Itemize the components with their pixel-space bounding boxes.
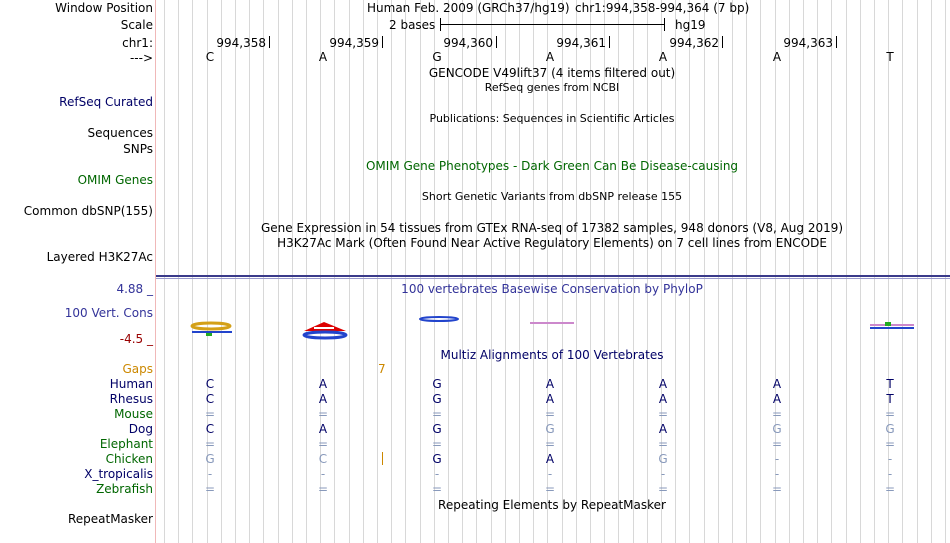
grid-line: [732, 0, 733, 543]
grid-line: [448, 0, 449, 543]
alignment-base: G: [772, 422, 782, 436]
scale-text: 2 bases: [389, 18, 436, 32]
alignment-base: A: [318, 377, 328, 391]
grid-line: [462, 0, 463, 543]
alignment-base: A: [545, 452, 555, 466]
position-text: chr1:994,358-994,364 (7 bp): [575, 1, 750, 15]
position-tick: [382, 36, 383, 48]
alignment-base: -: [887, 452, 893, 466]
logo-a: [304, 322, 346, 338]
grid-line: [633, 0, 634, 543]
grid-line: [945, 0, 946, 543]
grid-line: [235, 0, 236, 543]
position-tick: [496, 36, 497, 48]
alignment-base: A: [658, 377, 668, 391]
alignment-base: C: [205, 392, 215, 406]
grid-line: [405, 0, 406, 543]
species-label[interactable]: Chicken: [105, 452, 153, 466]
reference-base: A: [545, 50, 555, 64]
species-label[interactable]: X_tropicalis: [84, 467, 153, 481]
dbsnp-title: Short Genetic Variants from dbSNP release 155: [421, 190, 683, 203]
position-label: 994,359: [329, 36, 379, 50]
grid-line: [917, 0, 918, 543]
scale-bar: [440, 24, 665, 25]
grid-line: [817, 0, 818, 543]
alignment-base: -: [774, 467, 780, 481]
grid-line: [647, 0, 648, 543]
grid-line: [263, 0, 264, 543]
grid-line: [420, 0, 421, 543]
h3k27-label[interactable]: Layered H3K27Ac: [46, 250, 153, 264]
grid-line: [221, 0, 222, 543]
alignment-base: =: [431, 482, 443, 496]
grid-line: [164, 0, 165, 543]
position-label: 994,358: [216, 36, 266, 50]
gencode-title: GENCODE V49lift37 (4 items filtered out): [428, 66, 676, 80]
repeatmasker-label[interactable]: RepeatMasker: [67, 512, 153, 526]
alignment-base: -: [207, 467, 213, 481]
alignment-base: -: [660, 467, 666, 481]
grid-line: [349, 0, 350, 543]
grid-line: [746, 0, 747, 543]
logo-t: [870, 322, 914, 329]
alignment-base: -: [320, 467, 326, 481]
alignment-base: A: [772, 392, 782, 406]
position-tick: [609, 36, 610, 48]
grid-line: [931, 0, 932, 543]
reference-base: A: [658, 50, 668, 64]
grid-line: [846, 0, 847, 543]
alignment-base: =: [431, 407, 443, 421]
alignment-base: G: [432, 422, 442, 436]
refseq-label[interactable]: RefSeq Curated: [59, 95, 153, 109]
strand-arrow-label: --->: [129, 51, 153, 65]
species-label[interactable]: Human: [109, 377, 153, 391]
position-tick: [722, 36, 723, 48]
grid-line: [902, 0, 903, 543]
reference-base: G: [432, 50, 442, 64]
grid-line: [292, 0, 293, 543]
chrom-label: chr1:: [122, 36, 153, 50]
alignment-base: =: [884, 437, 896, 451]
logo-c: [192, 323, 232, 336]
alignment-base: A: [545, 377, 555, 391]
grid-line: [874, 0, 875, 543]
grid-line: [803, 0, 804, 543]
alignment-base: A: [658, 392, 668, 406]
grid-line: [178, 0, 179, 543]
label-divider: [155, 0, 156, 543]
reference-base: C: [205, 50, 215, 64]
alignment-base: C: [318, 452, 328, 466]
phylop-min-label: -4.5 _: [119, 332, 153, 346]
alignment-base: A: [772, 377, 782, 391]
grid-line: [704, 0, 705, 543]
grid-line: [306, 0, 307, 543]
logo-g: [420, 317, 458, 321]
cons-label[interactable]: 100 Vert. Cons: [64, 306, 153, 320]
alignment-base: =: [204, 407, 216, 421]
omim-title: OMIM Gene Phenotypes - Dark Green Can Be Disease-causing: [365, 159, 739, 173]
grid-line: [334, 0, 335, 543]
alignment-base: =: [317, 407, 329, 421]
alignment-base: G: [205, 452, 215, 466]
species-label[interactable]: Elephant: [99, 437, 153, 451]
alignment-base: =: [657, 407, 669, 421]
snps-label[interactable]: SNPs: [123, 142, 153, 156]
alignment-base: =: [204, 482, 216, 496]
grid-line: [377, 0, 378, 543]
alignment-base: A: [658, 422, 668, 436]
position-tick: [836, 36, 837, 48]
alignment-base: =: [657, 437, 669, 451]
position-label: 994,363: [783, 36, 833, 50]
scale-db: hg19: [675, 18, 706, 32]
alignment-base: -: [434, 467, 440, 481]
logo-a2: [530, 322, 574, 324]
gtex-title: Gene Expression in 54 tissues from GTEx RNA-seq of 17382 samples, 948 donors (V8, Aug 2019): [260, 221, 844, 235]
conservation-logos: [156, 310, 950, 342]
phylop-title: 100 vertebrates Basewise Conservation by PhyloP: [401, 282, 703, 296]
alignment-base: =: [771, 482, 783, 496]
species-label[interactable]: Zebrafish: [96, 482, 153, 496]
alignment-base: =: [544, 437, 556, 451]
gaps-value: 7: [378, 362, 386, 376]
alignment-base: G: [885, 422, 895, 436]
publications-title: Publications: Sequences in Scientific Articles: [429, 112, 675, 125]
alignment-base: A: [318, 422, 328, 436]
track-separator: [156, 275, 950, 277]
alignment-base: =: [431, 437, 443, 451]
alignment-base: T: [886, 377, 894, 391]
alignment-base: =: [884, 407, 896, 421]
phylop-max-label: 4.88 _: [116, 282, 153, 296]
alignment-base: -: [887, 467, 893, 481]
alignment-base: T: [886, 392, 894, 406]
position-label: 994,361: [556, 36, 606, 50]
alignment-base: =: [771, 437, 783, 451]
position-label: 994,362: [669, 36, 719, 50]
scale-label: Scale: [120, 18, 153, 32]
refseq-title: RefSeq genes from NCBI: [484, 81, 620, 94]
multiz-title: Multiz Alignments of 100 Vertebrates: [440, 348, 664, 362]
alignment-base: C: [205, 422, 215, 436]
alignment-base: =: [317, 482, 329, 496]
position-tick: [269, 36, 270, 48]
grid-line: [689, 0, 690, 543]
alignment-base: =: [657, 482, 669, 496]
grid-line: [192, 0, 193, 543]
alignment-base: =: [771, 407, 783, 421]
grid-line: [391, 0, 392, 543]
alignment-base: =: [317, 437, 329, 451]
species-label[interactable]: Mouse: [114, 407, 153, 421]
omim-label[interactable]: OMIM Genes: [77, 173, 153, 187]
grid-line: [789, 0, 790, 543]
scale-bar-right-tick: [664, 18, 665, 31]
grid-line: [363, 0, 364, 543]
species-label[interactable]: Dog: [128, 422, 153, 436]
alignment-base: =: [884, 482, 896, 496]
grid-line: [476, 0, 477, 543]
alignment-base: =: [544, 482, 556, 496]
assembly-text: Human Feb. 2009 (GRCh37/hg19): [367, 1, 570, 15]
repeatmasker-title: Repeating Elements by RepeatMasker: [438, 498, 666, 512]
grid-line: [718, 0, 719, 543]
grid-line: [675, 0, 676, 543]
alignment-base: G: [545, 422, 555, 436]
grid-line: [760, 0, 761, 543]
alignment-base: G: [658, 452, 668, 466]
gaps-label: Gaps: [122, 362, 153, 376]
dbsnp-label[interactable]: Common dbSNP(155): [23, 204, 153, 218]
alignment-base: A: [545, 392, 555, 406]
reference-base: A: [318, 50, 328, 64]
alignment-base: =: [204, 437, 216, 451]
alignment-base: =: [544, 407, 556, 421]
alignment-base: G: [432, 392, 442, 406]
position-label: 994,360: [443, 36, 493, 50]
species-label[interactable]: Rhesus: [109, 392, 153, 406]
window-position-label: Window Position: [55, 1, 153, 15]
alignment-base: -: [774, 452, 780, 466]
alignment-base: G: [432, 452, 442, 466]
scale-bar-left-tick: [440, 18, 441, 31]
gap-marker: [382, 452, 383, 465]
alignment-base: -: [547, 467, 553, 481]
grid-line: [860, 0, 861, 543]
sequences-label[interactable]: Sequences: [87, 126, 153, 140]
reference-base: T: [886, 50, 894, 64]
h3k27-title: H3K27Ac Mark (Often Found Near Active Regulatory Elements) on 7 cell lines from ENCODE: [277, 236, 827, 250]
alignment-base: G: [432, 377, 442, 391]
grid-line: [831, 0, 832, 543]
alignment-base: A: [318, 392, 328, 406]
alignment-base: C: [205, 377, 215, 391]
grid-line: [249, 0, 250, 543]
track-separator-light: [156, 278, 950, 279]
reference-base: A: [772, 50, 782, 64]
grid-line: [278, 0, 279, 543]
